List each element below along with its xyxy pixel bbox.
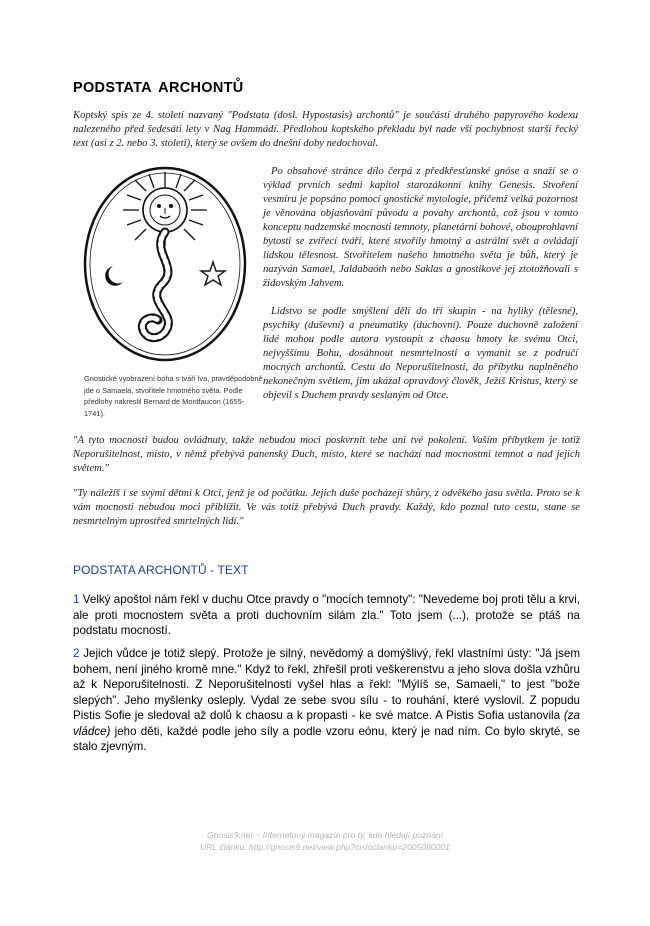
quote-1: "A tyto mocnosti budou ovládnuty, takže nebudou moci poskvrnit tebe ani tvé pokolení. Vaším příbytkem je totiž Neporušitelnost, místo, v němž přebývá panenský Duch, místo, které se nachází nad mocnostmi temnot a nad jejich světem." [73, 435, 580, 474]
quote-2: "Ty náležíš i se svými dětmi k Otci, jenž je od počátku. Jejich duše pocházejí shůry, z odvěkého jasu světla. Proto se k vám mocnosti nebudou moci přiblížit. Ve vás totiž přebývá Duch pravdy. Každý, kdo poznal tuto cestu, stane se nesmrtelným uprostřed smrtelných lidí." [73, 488, 580, 527]
paragraph-number: 2 [73, 647, 80, 660]
illustration-caption: Gnostické vyobrazení boha s tváří lva, pravděpodobně jde o Samaela, stvořitele hmotného světa. Podle předlohy nakreslil Bernard de Montfaucon (1655-1741). [84, 374, 263, 418]
footer-url-line: URL článku: http://gnosis9.net/view.php?cisloclanku=2005080001 [200, 842, 450, 852]
page-title: PODSTATA ARCHONTŮ [73, 80, 244, 96]
text-paragraph-2 [73, 646, 580, 755]
footer-site-line: Gnosis9.net ~ Internetový magazín pro ty, kdo hledají poznání [206, 830, 444, 840]
lion-serpent-illustration [80, 162, 250, 362]
paragraph-italic-text: (za vládce) [73, 709, 580, 738]
right-column-paragraph-2: Lidstvo se podle smýšlení dělí do tří skupin - na hyliky (tělesné), psychiky (duševní) a pneumatiky (duchovní). Pouze duchovně založení lidé mohou podle autora vystoupit z chaosu hmoty ke svému Otci, nejvyššímu Bohu, dosáhnout nesmrtelnosti a vymanit se z područí mocných archontů. Cestu do Neporušitelnosti, do příbytku naplněného nekonečným světlem, jim ukázal opravdový člověk, Ježíš Kristus, který se objevil s Duchem pravdy seslaným od Otce. [263, 306, 578, 401]
paragraph-text: Velký apoštol nám řekl v duchu Otce pravdy o "mocích temnoty": "Nevedeme boj proti tělu a krvi, ale proti mocnostem světa a proti duchovním silám zla." Toto jsem (...), protože se ptáš na podstatu mocností. [73, 593, 580, 637]
right-column [263, 165, 578, 417]
text-paragraph-1 [73, 592, 580, 639]
right-column-paragraph-1: Po obsahové stránce dílo čerpá z předkřesťanské gnóse a snaží se o výklad prvních sedmi kapitol starozákonní knihy Genesis. Stvoření vesmíru je popsáno pomocí gnostické mytologie, přičemž velká pozornost je věnována objasňování původu a povahy archontů, což jsou v tomto konceptu nadzemské mocnosti temnoty, planetární bohové, obouprohlavní bytosti se zvířecí tváří, které stvořily hmotný a astrální svět a ovládají lidskou tělesnost. Stvořitelem našeho hmotného světa je bůh, který je nazýván Samael, Jaldabaóth nebo Saklas a gnostikové jej ztotožňovali s židovským Jahvem. [263, 166, 578, 289]
paragraph-text: Jejich vůdce je totiž slepý. Protože je silný, nevědomý a domýšlivý, řekl vlastními ústy: "Já jsem bohem, není jiného kromě mne." Když to řekl, zhřešil proti veškerenstvu a jeho slova došla vzhůru až k Neporušitelnosti. Z Neporušitelnosti vyšel hlas a řekl: "Mýlíš se, Samaeli," to jest "bože slepých". Jeho myšlenky osleply. Vydal ze sebe svou sílu - to rouhání, které vyslovil. Z popudu Pistis Sofie je sledoval až dolů k chaosu a k propasti - ke své matce. A Pistis Sofia ustanovila [73, 647, 580, 722]
paragraph-text: jeho děti, každé podle jeho síly a podle vzoru eónu, který je nad ním. Co bylo skryté, se stalo zjevným. [73, 724, 580, 753]
section-title: PODSTATA ARCHONTŮ - TEXT [73, 563, 249, 577]
intro-paragraph: Koptský spis ze 4. století nazvaný "Podstata (dosl. Hypostasis) archontů" je součástí druhého papyrového kodexu nalezeného před šedesáti lety v Nag Hammádí. Předlohou koptského překladu byl nade vší pochybnost starší řecký text (asi z 2. nebo 3. století), který se ovšem do dnešní doby nedochoval. [73, 110, 578, 149]
paragraph-number: 1 [73, 593, 80, 606]
